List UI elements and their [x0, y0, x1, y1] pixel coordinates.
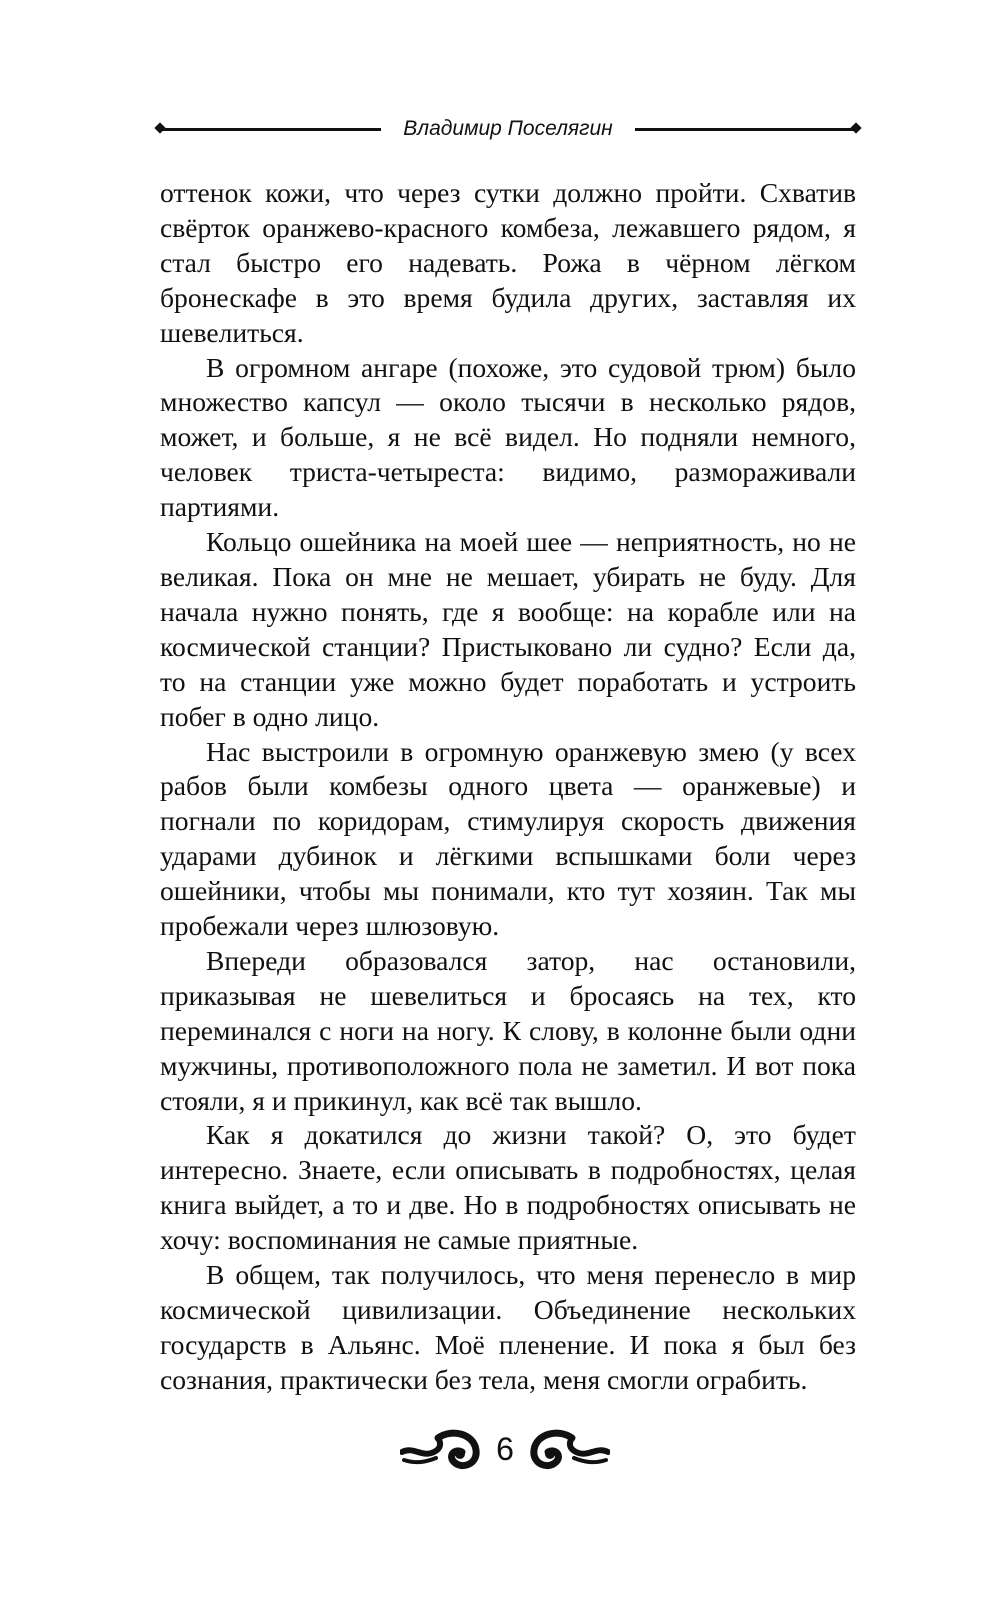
- body-text: [160, 176, 856, 1398]
- paragraph-1: оттенок кожи, что через сутки должно пройти. Схватив свёрток оранжево-красного комбеза, лежавшего рядом, я стал быстро его надевать. Рожа в чёрном лёгком бронескафе в это время будила других, заставляя их шевелиться.: [160, 177, 856, 348]
- paragraph-7: В общем, так получилось, что меня перенесло в мир космической цивилизации. Объединение нескольких государств в Альянс. Моё пленение. И пока я был без сознания, практически без тела, меня смогли ограбить.: [160, 1259, 856, 1395]
- page-footer: [400, 1418, 610, 1480]
- running-header: [160, 112, 856, 146]
- flourish-left-icon: [400, 1424, 486, 1474]
- header-rule-left: [160, 128, 381, 131]
- paragraph-5: Впереди образовался затор, нас остановили, приказывая не шевелиться и бросаясь на тех, кто переминался с ноги на ногу. К слову, в колонне были одни мужчины, противоположного пола не заметил. И вот пока стояли, я и прикинул, как всё так вышло.: [160, 944, 856, 1116]
- flourish-right-icon: [524, 1424, 610, 1474]
- header-author: Владимир Поселягин: [403, 117, 613, 140]
- page-number: 6: [496, 1430, 514, 1467]
- header-rule-right: [635, 128, 856, 131]
- paragraph-3: Кольцо ошейника на моей шее — неприятность, но не великая. Пока он мне не мешает, убирать не буду. Для начала нужно понять, где я вообще: на корабле или на космической станции? Пристыковано ли судно? Если да, то на станции уже можно будет поработать и устроить побег в одно лицо.: [160, 526, 856, 732]
- paragraph-2: В огромном ангаре (похоже, это судовой трюм) было множество капсул — около тысячи в несколько рядов, может, и больше, я не всё видел. Но подняли немного, человек триста-четыреста: видимо, размораживали партиями.: [160, 351, 856, 523]
- paragraph-4: Нас выстроили в огромную оранжевую змею (у всех рабов были комбезы одного цвета — оранжевые) и погнали по коридорам, стимулируя скорость движения ударами дубинок и лёгкими вспышками боли через ошейники, чтобы мы понимали, кто тут хозяин. Так мы пробежали через шлюзовую.: [160, 735, 856, 942]
- paragraph-6: Как я докатился до жизни такой? О, это будет интересно. Знаете, если описывать в подробностях, целая книга выйдет, а то и две. Но в подробностях описывать не хочу: воспоминания не самые приятные.: [160, 1119, 856, 1256]
